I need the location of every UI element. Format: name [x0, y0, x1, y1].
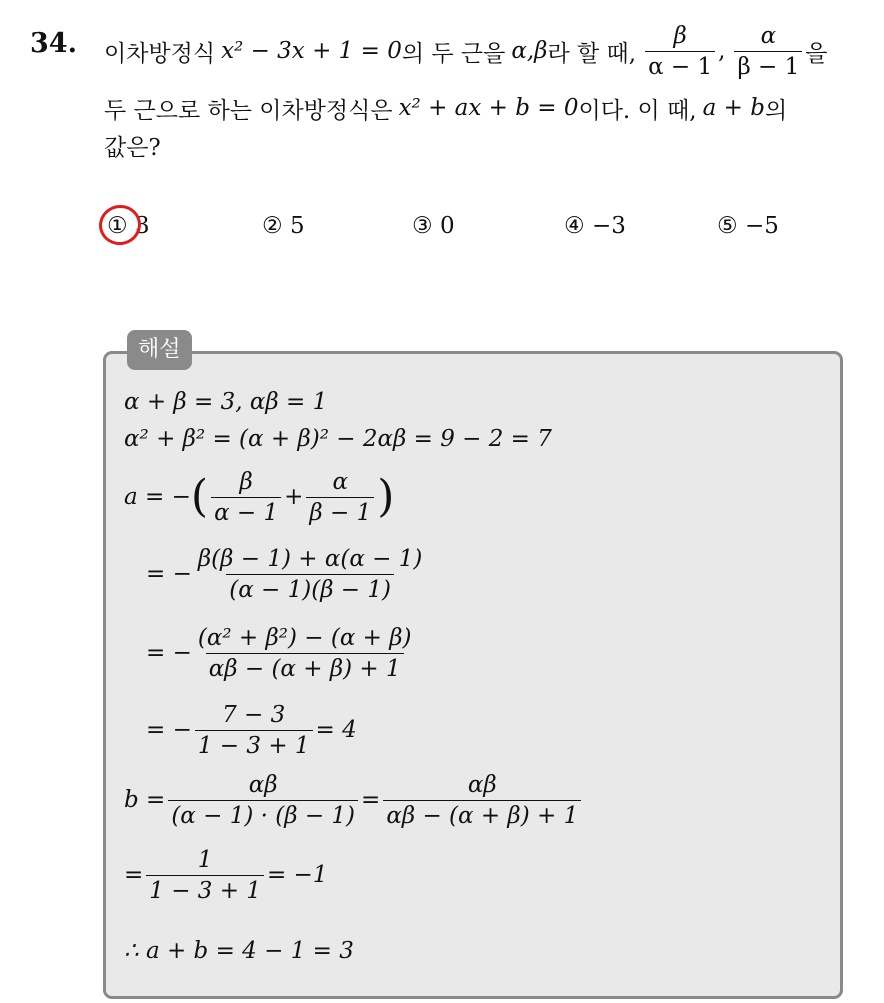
question-number: 34.: [30, 28, 77, 59]
solution-tag: 해설: [127, 330, 192, 370]
denominator: αβ − (α + β) + 1: [206, 653, 404, 682]
choice-marker: ④: [564, 213, 585, 239]
choice-1[interactable]: [107, 213, 150, 239]
math-expression: α² + β² = (α + β)² − 2αβ = 9 − 2 = 7: [124, 426, 552, 452]
choice-marker: ①: [107, 213, 128, 239]
choice-value: 3: [134, 213, 150, 239]
denominator: α − 1: [211, 497, 281, 526]
numerator: (α² + β²) − (α + β): [197, 624, 412, 651]
numerator: β: [673, 22, 687, 49]
fraction: [734, 23, 802, 80]
math-expression: α + β = 3, αβ = 1: [124, 389, 328, 415]
choice-3[interactable]: [412, 213, 455, 239]
choice-2[interactable]: [262, 213, 305, 239]
question-line-2: [104, 90, 787, 126]
math-equation: x² + ax + b = 0: [398, 95, 579, 121]
math-expression: a = −: [124, 484, 191, 510]
equals-sign: =: [361, 787, 381, 813]
math-equation: x² − 3x + 1 = 0: [221, 38, 402, 64]
question-text: 두 근으로 하는 이차방정식은: [104, 97, 393, 124]
plus-sign: +: [284, 484, 304, 510]
choice-5[interactable]: [717, 213, 779, 239]
math-expression: =: [124, 862, 144, 888]
solution-line-2: [124, 421, 552, 457]
left-paren: (: [190, 471, 209, 522]
numerator: β(β − 1) + α(α − 1): [197, 545, 423, 572]
question-text: 라 할 때,: [547, 40, 637, 67]
math-expression: = −: [146, 717, 192, 743]
fraction: [168, 772, 358, 829]
question-line-1: [104, 14, 828, 88]
numerator: αβ: [467, 771, 497, 798]
choice-4[interactable]: [564, 213, 626, 239]
solution-line-6: [146, 698, 357, 762]
fraction: [306, 469, 374, 526]
solution-line-3: [124, 465, 394, 529]
math-expression: b =: [124, 787, 166, 813]
question-text: 이다. 이 때,: [578, 97, 697, 124]
denominator: αβ − (α + β) + 1: [383, 800, 581, 829]
choice-value: 5: [289, 213, 305, 239]
fraction: [211, 469, 281, 526]
fraction: [383, 772, 581, 829]
fraction: [645, 23, 715, 80]
math-expression: = −: [146, 561, 192, 587]
separator: ,: [718, 38, 726, 64]
fraction: [195, 702, 313, 759]
choice-marker: ③: [412, 213, 433, 239]
question-text: 이차방정식: [104, 40, 216, 67]
numerator: α: [332, 468, 349, 495]
math-roots: α,β: [511, 38, 548, 64]
solution-line-1: [124, 385, 327, 419]
math-expression: = 4: [315, 717, 357, 743]
numerator: αβ: [248, 771, 278, 798]
denominator: α − 1: [645, 51, 715, 80]
solution-line-5: [146, 621, 418, 685]
denominator: 1 − 3 + 1: [195, 730, 313, 759]
fraction: [195, 546, 426, 603]
denominator: 1 − 3 + 1: [146, 875, 264, 904]
choice-value: 0: [439, 213, 455, 239]
math-expression: a + b: [702, 95, 765, 121]
denominator: β − 1: [306, 497, 374, 526]
denominator: β − 1: [734, 51, 802, 80]
solution-line-4: [146, 542, 428, 606]
denominator: (α − 1)(β − 1): [226, 574, 394, 603]
choice-value: −5: [744, 213, 779, 239]
choice-value: −3: [591, 213, 626, 239]
right-paren: ): [377, 471, 395, 522]
choice-marker: ⑤: [717, 213, 738, 239]
numerator: 7 − 3: [222, 701, 286, 728]
numerator: 1: [197, 846, 213, 873]
question-text: 값은?: [104, 134, 161, 161]
denominator: (α − 1) · (β − 1): [168, 800, 358, 829]
solution-line-9: [124, 934, 354, 968]
fraction: [195, 625, 415, 682]
fraction: [146, 847, 264, 904]
numerator: α: [760, 22, 777, 49]
question-text: 의 두 근을: [401, 40, 506, 67]
math-expression: = −: [146, 640, 192, 666]
solution-line-7: [124, 768, 584, 832]
solution-line-8: [124, 843, 327, 907]
numerator: β: [239, 468, 253, 495]
selected-circle-mark: [95, 201, 144, 249]
math-expression: = −1: [266, 862, 328, 888]
question-text: 의: [764, 97, 788, 124]
question-line-3: [104, 128, 161, 162]
math-conclusion: ∴ a + b = 4 − 1 = 3: [124, 938, 354, 964]
choice-marker: ②: [262, 213, 283, 239]
question-text: 을: [805, 40, 828, 67]
